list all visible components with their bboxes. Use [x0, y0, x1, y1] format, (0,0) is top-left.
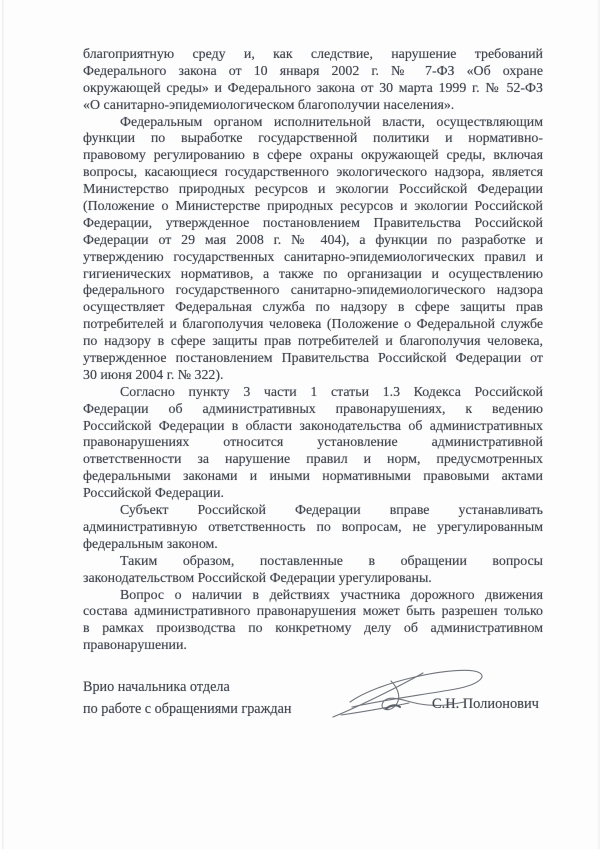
- text-line: состава административного правонарушения может быть разрешен только: [83, 604, 543, 620]
- text-line: (Положение о Министерстве природных ресурсов и экологии Российской: [83, 199, 543, 215]
- text-line: административную ответственность по вопросам, не урегулированным: [83, 519, 543, 535]
- text-line: Федерального закона от 10 января 2002 г. № 7-ФЗ «Об охране: [83, 63, 543, 79]
- signer-name: С.Н. Полионович: [432, 696, 539, 712]
- text-line: ответственности за нарушение правил и норм, предусмотренных: [83, 452, 543, 468]
- text-line: гигиенических нормативов, а также по организации и осуществлению: [83, 266, 543, 282]
- text-line: Министерство природных ресурсов и экологии Российской Федерации: [83, 182, 543, 198]
- text-line: Российской Федерации в области законодательства об административных: [83, 418, 543, 434]
- text-line: Федерации, утвержденное постановлением Правительства Российской: [83, 215, 543, 231]
- text-line: Федерации об административных правонарушениях, к ведению: [83, 401, 543, 417]
- text-line: правонарушениях относится установление административной: [83, 435, 543, 451]
- text-line: Федеральным органом исполнительной власти, осуществляющим: [120, 114, 543, 130]
- text-line: федерального государственного санитарно-эпидемиологического надзора: [83, 283, 543, 299]
- text-line: Согласно пункту 3 части 1 статьи 1.3 Кодекса Российской: [120, 384, 543, 400]
- text-line: 30 июня 2004 г. № 322).: [83, 367, 224, 383]
- signer-title-block: [83, 677, 292, 720]
- signer-title-line-1: Врио начальника отдела: [83, 679, 230, 695]
- text-line: правовому регулированию в сфере охраны окружающей среды, включая: [83, 148, 543, 164]
- text-line: окружающей среды» и Федерального закона от 30 марта 1999 г. № 52-ФЗ: [83, 80, 543, 96]
- text-line: законодательством Российской Федерации урегулированы.: [83, 570, 432, 586]
- text-line: утвержденное постановлением Правительства Российской Федерации от: [83, 351, 543, 367]
- text-line: Российской Федерации.: [83, 486, 225, 502]
- text-line: Таким образом, поставленные в обращении вопросы: [120, 553, 543, 569]
- text-line: федеральными законами и иными нормативными правовыми актами: [83, 469, 543, 485]
- text-line: Субъект Российской Федерации вправе устанавливать: [120, 503, 543, 519]
- text-line: Федерации от 29 мая 2008 г. № 404), а функции по разработке и: [83, 232, 543, 248]
- document-body: [83, 47, 543, 655]
- text-line: «О санитарно-эпидемиологическом благополучии населения».: [83, 97, 455, 113]
- text-line: федеральным законом.: [83, 536, 218, 552]
- text-line: по надзору в сфере защиты прав потребителей и благополучия человека,: [83, 334, 543, 350]
- text-line: потребителей и благополучия человека (Положение о Федеральной службе: [83, 317, 543, 333]
- text-line: функции по выработке государственной политики и нормативно-: [83, 131, 543, 147]
- signer-title-line-2: по работе с обращениями граждан: [83, 700, 292, 717]
- text-line: в рамках производства по конкретному делу об административном: [83, 621, 543, 637]
- text-line: утверждению государственных санитарно-эпидемиологических правил и: [83, 249, 543, 265]
- text-line: благоприятную среду и, как следствие, нарушение требований: [83, 47, 543, 62]
- text-line: Вопрос о наличии в действиях участника дорожного движения: [120, 587, 543, 603]
- text-line: осуществляет Федеральная служба по надзору в сфере защиты прав: [83, 300, 543, 316]
- text-line: вопросы, касающиеся государственного экологического надзора, является: [83, 165, 543, 181]
- text-line: правонарушении.: [83, 638, 187, 654]
- scan-edge-left: [2, 0, 4, 849]
